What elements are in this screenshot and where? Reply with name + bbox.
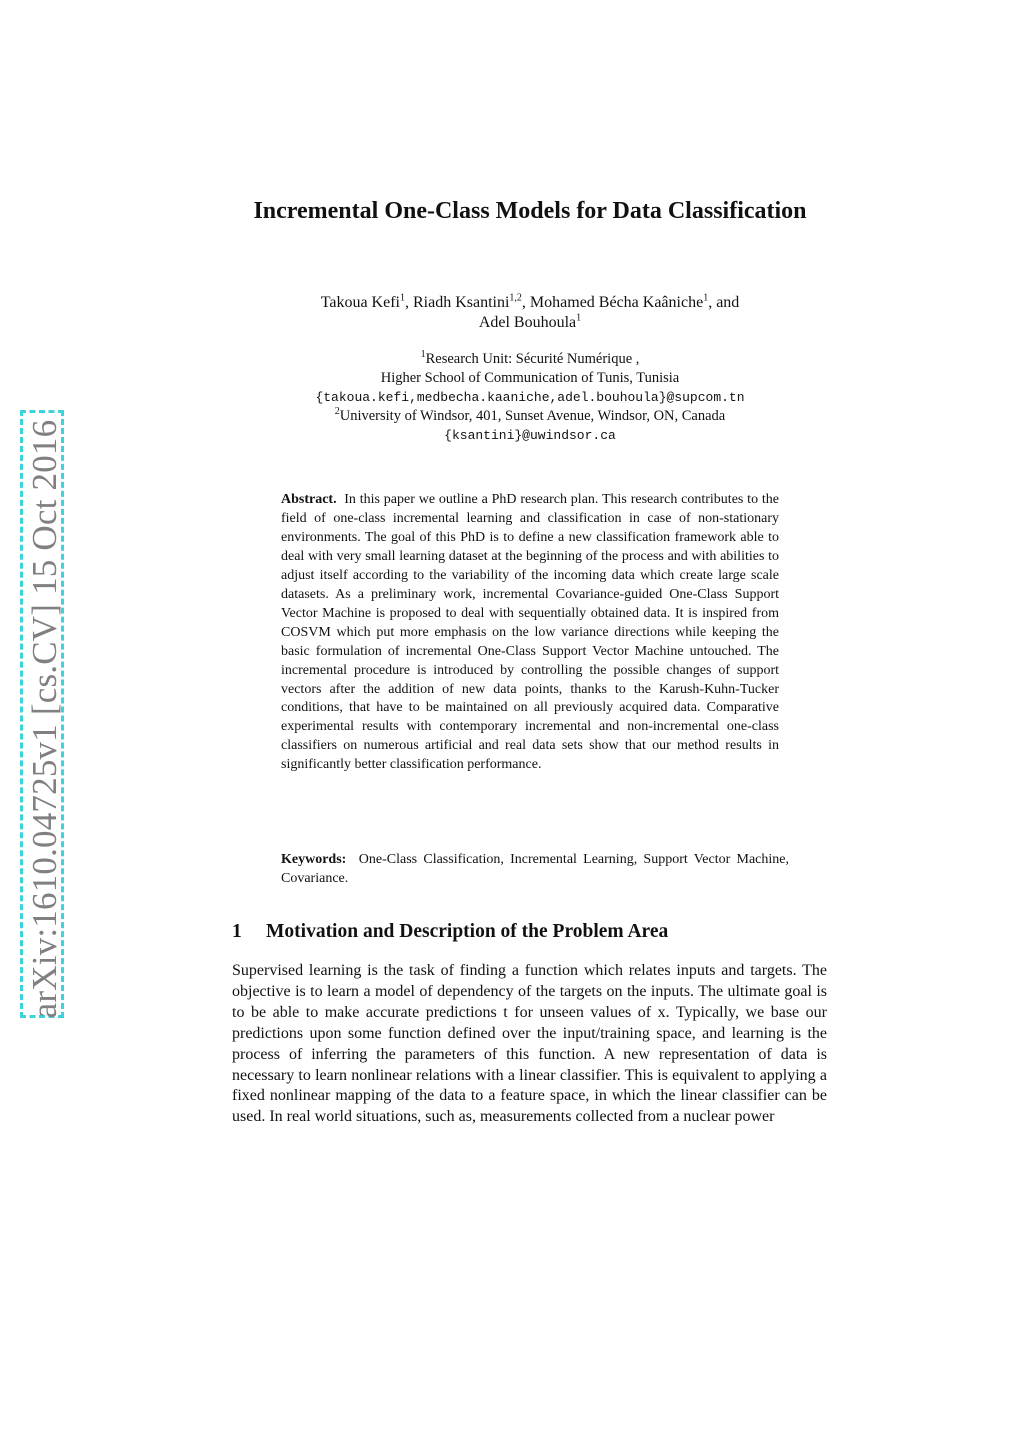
abstract (281, 491, 779, 775)
author-name: Riadh Ksantini (412, 294, 510, 311)
keywords-label: Keywords: (281, 852, 347, 867)
affiliation-1-school: Higher School of Communication of Tunis, Tunisia (380, 370, 680, 386)
affiliation-mark: 2 (334, 406, 340, 418)
author-name: Takoua Kefi (320, 294, 400, 311)
author-name: Mohamed Bécha Kaâniche (529, 294, 704, 311)
author-separator: , (404, 294, 413, 311)
author-affiliation-mark: 1 (703, 292, 709, 304)
author-list (240, 293, 820, 333)
affiliation-2-name: University of Windsor, 401, Sunset Avenue, Windsor, ON, Canada (339, 408, 726, 424)
affiliation-1-name: Research Unit: Sécurité Numérique , (425, 351, 640, 367)
author-separator: , and (708, 294, 740, 311)
section-body-paragraph: Supervised learning is the task of finding a function which relates inputs and targets. The objective is to learn a model of dependency of the targets on the inputs. The ultimate goal is to be able to make accurate predictions t for unseen values of x. Typically, we base our predictions upon some function defined over the input/training space, and learning is the process of inferring the parameters of this function. A new representation of data is necessary to learn nonlinear relations with a linear classifier. This is equivalent to applying a fixed nonlinear mapping of the data to a feature space, in which the linear classifier can be used. In real world situations, such as, measurements collected from a nuclear power (232, 962, 827, 1126)
abstract-text: In this paper we outline a PhD research plan. This research contributes to the field of one-class incremental learning and classification in case of non-stationary environments. The goal of this PhD is to define a new classification framework able to deal with very small learning dataset at the beginning of the process and with abilities to adjust itself according to the variability of the incoming data which create large scale datasets. As a preliminary work, incremental Covariance-guided One-Class Support Vector Machine is proposed to deal with sequentially obtained data. It is inspired from COSVM which put more emphasis on the low variance directions while keeping the basic formulation of incremental One-Class Support Vector Machine untouched. The incremental procedure is introduced by controlling the possible changes of support vectors after the addition of new data points, thanks to the Karush-Kuhn-Tucker conditions, that have to be maintained on all previously acquired data. Comparative experimental results with contemporary incremental and non-incremental one-class classifiers on numerous artificial and real data sets show that our method results in significantly better classification performance. (281, 492, 779, 773)
abstract-label: Abstract. (281, 492, 337, 507)
keywords (281, 850, 789, 888)
arxiv-identifier: arXiv:1610.04725v1 [cs.CV] 15 Oct 2016 (25, 419, 64, 1019)
affiliation-mark: 1 (420, 349, 426, 361)
paper-title: Incremental One-Class Models for Data Classification (253, 198, 807, 224)
affiliations (240, 350, 820, 445)
affiliation-2-email: {ksantini}@uwindsor.ca (444, 428, 616, 443)
section-heading (232, 919, 832, 945)
section-number: 1 (232, 921, 242, 942)
keywords-text: One-Class Classification, Incremental Learning, Support Vector Machine, Covariance. (281, 852, 789, 886)
author-affiliation-mark: 1,2 (509, 292, 522, 304)
author-name: Adel Bouhoula (478, 314, 577, 331)
affiliation-2-name-line (240, 407, 820, 426)
affiliation-1-name-line (240, 350, 820, 369)
author-affiliation-mark: 1 (399, 292, 405, 304)
author-affiliation-mark: 1 (576, 312, 582, 324)
affiliation-1-email: {takoua.kefi,medbecha.kaaniche,adel.bouhoula}@supcom.tn (315, 390, 745, 405)
section-title: Motivation and Description of the Problem Area (266, 921, 669, 942)
author-separator: , (521, 294, 530, 311)
arxiv-stamp-frame (20, 410, 64, 1018)
